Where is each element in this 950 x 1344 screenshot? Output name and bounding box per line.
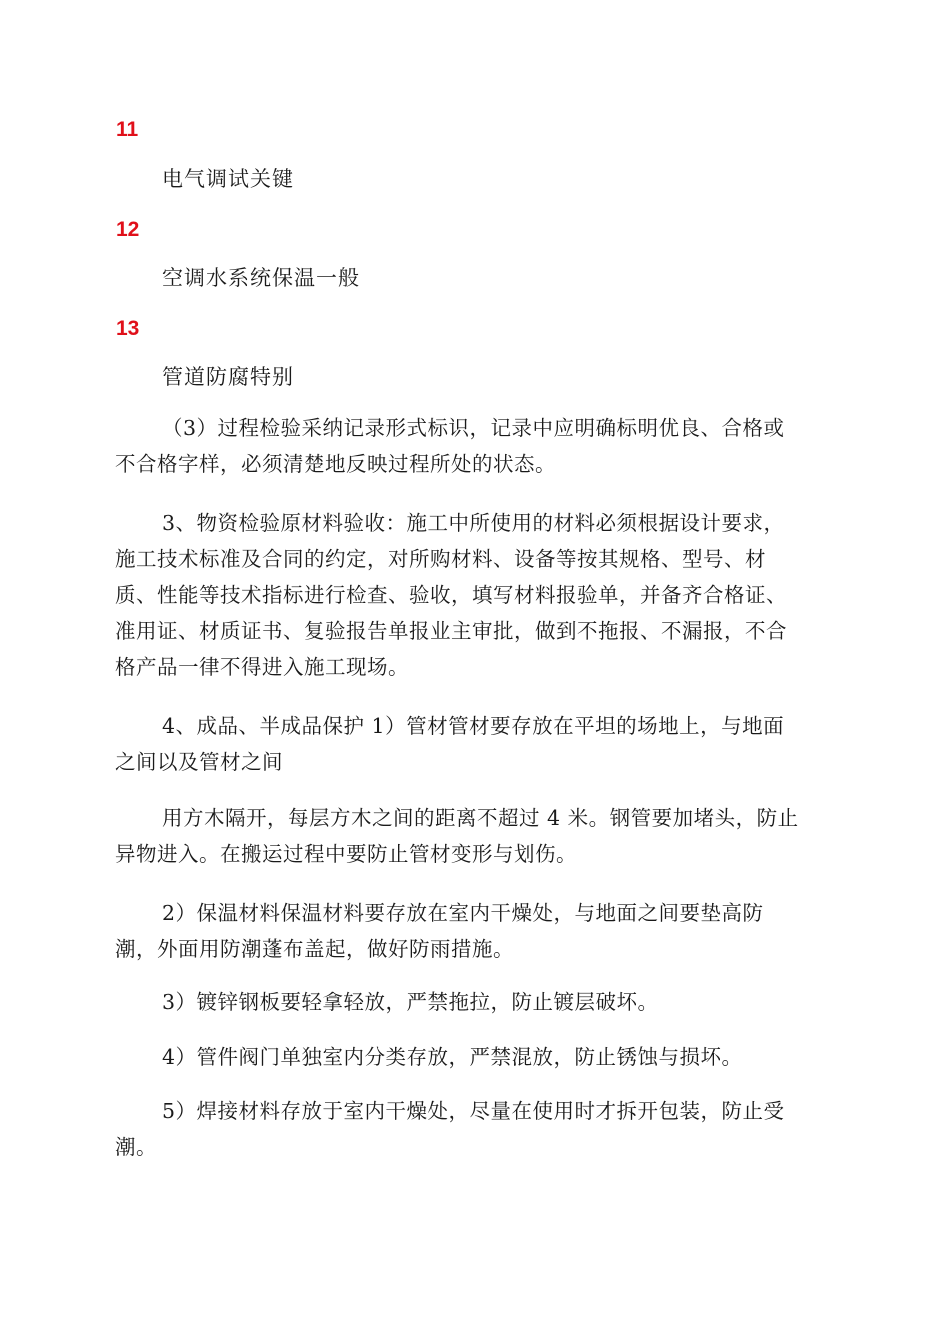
paragraph <box>115 984 835 1020</box>
item-number: 11 <box>116 118 139 141</box>
paragraph-line: 3、物资检验原材料验收：施工中所使用的材料必须根据设计要求， <box>162 511 785 535</box>
item-number: 12 <box>116 218 140 241</box>
paragraph <box>115 1093 835 1165</box>
paragraph-line: 异物进入。在搬运过程中要防止管材变形与划伤。 <box>115 842 577 866</box>
item-label: 空调水系统保温一般 <box>162 266 360 290</box>
paragraph <box>115 895 835 967</box>
paragraph <box>115 1039 835 1075</box>
paragraph-line: 潮。 <box>115 1135 157 1159</box>
paragraph-line: 之间以及管材之间 <box>115 750 283 774</box>
paragraph-line: 准用证、材质证书、复验报告单报业主审批，做到不拖报、不漏报，不合 <box>115 619 787 643</box>
paragraph-line: 用方木隔开，每层方木之间的距离不超过 4 米。钢管要加堵头，防止 <box>162 806 799 830</box>
paragraph-line: 4）管件阀门单独室内分类存放，严禁混放，防止锈蚀与损坏。 <box>162 1045 743 1069</box>
item-number: 13 <box>116 317 140 340</box>
paragraph-line: 潮，外面用防潮蓬布盖起，做好防雨措施。 <box>115 937 514 961</box>
paragraph-line: 2）保温材料保温材料要存放在室内干燥处，与地面之间要垫高防 <box>162 901 764 925</box>
item-label: 管道防腐特别 <box>162 365 294 389</box>
paragraph-line: 不合格字样，必须清楚地反映过程所处的状态。 <box>115 452 556 476</box>
paragraph-line: 3）镀锌钢板要轻拿轻放，严禁拖拉，防止镀层破坏。 <box>162 990 659 1014</box>
paragraph <box>115 800 835 872</box>
paragraph <box>115 505 835 685</box>
paragraph-line: 4、成品、半成品保护 1）管材管材要存放在平坦的场地上，与地面 <box>162 714 785 738</box>
paragraph <box>115 410 835 482</box>
paragraph-line: 质、性能等技术指标进行检查、验收，填写材料报验单，并备齐合格证、 <box>115 583 787 607</box>
item-label: 电气调试关键 <box>162 167 294 191</box>
paragraph-line: 格产品一律不得进入施工现场。 <box>115 655 409 679</box>
paragraph-line: 5）焊接材料存放于室内干燥处，尽量在使用时才拆开包装，防止受 <box>162 1099 785 1123</box>
paragraph-line: 施工技术标准及合同的约定，对所购材料、设备等按其规格、型号、材 <box>115 547 766 571</box>
paragraph-line: （3）过程检验采纳记录形式标识，记录中应明确标明优良、合格或 <box>162 416 785 440</box>
paragraph <box>115 708 835 780</box>
